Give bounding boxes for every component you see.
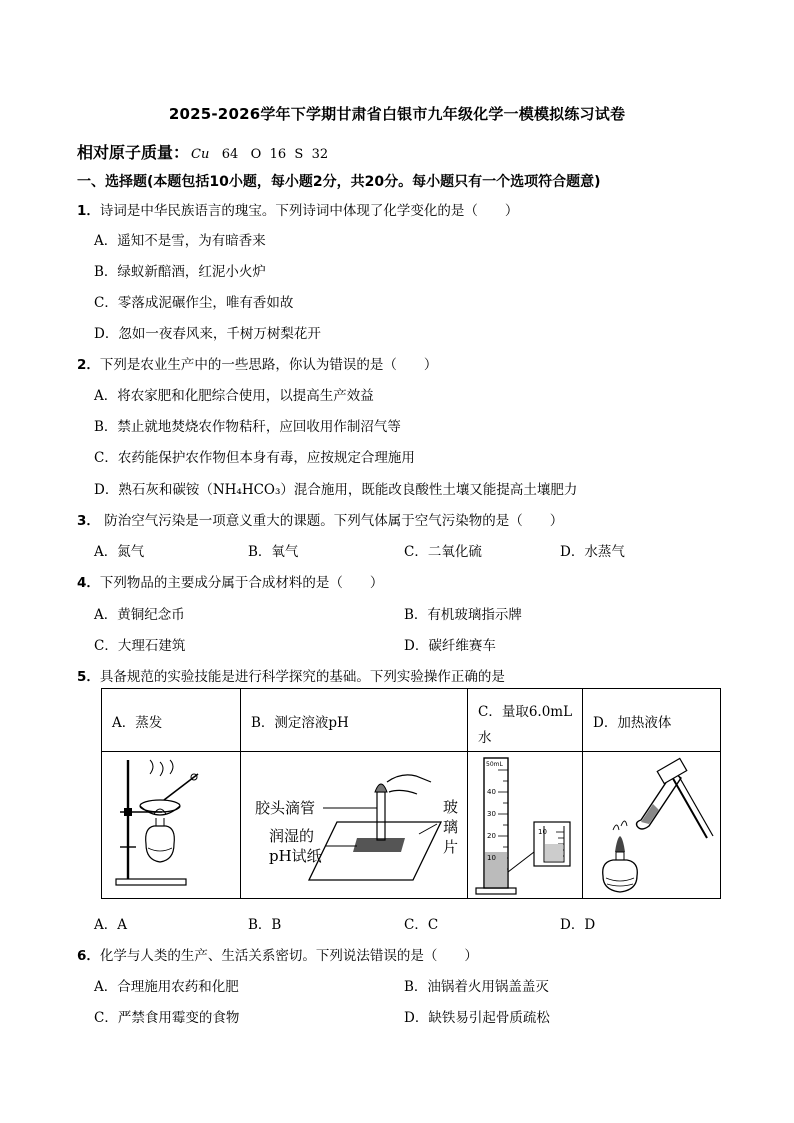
figure-heating <box>583 752 721 899</box>
option-c: C．C <box>404 917 439 933</box>
question-text: 下列是农业生产中的一些思路，你认为错误的是（ ） <box>99 357 438 373</box>
option-a: A．将农家肥和化肥综合使用，以提高生产效益 <box>94 388 374 404</box>
option-a: A．A <box>94 917 127 933</box>
question-2 <box>77 353 437 373</box>
cylinder-figure <box>468 752 582 898</box>
option-b: B．B <box>248 917 282 933</box>
option-c: C．零落成泥碾作尘，唯有香如故 <box>94 295 294 311</box>
cylinder-40-label: 40 <box>487 788 496 796</box>
question-text: 化学与人类的生产、生活关系密切。下列说法错误的是（ ） <box>99 948 478 964</box>
option-a: A．遥知不是雪，为有暗香来 <box>94 233 266 249</box>
evaporation-figure <box>102 752 240 898</box>
glass-label-2: 璃 <box>443 818 459 836</box>
table-header-b: B．测定溶液pH <box>241 689 468 752</box>
option-c: C．农药能保护农作物但本身有毒，应按规定合理施用 <box>94 450 415 466</box>
section-heading: 一、选择题(本题包括10小题，每小题2分，共20分。每小题只有一个选项符合题意) <box>77 174 601 190</box>
glass-label-1: 玻 <box>443 798 459 816</box>
option-d: D．缺铁易引起骨质疏松 <box>404 1010 550 1026</box>
option-d: D．水蒸气 <box>560 544 625 560</box>
option-c: C．大理石建筑 <box>94 638 186 654</box>
cylinder-30-label: 30 <box>487 810 496 818</box>
cylinder-10-label: 10 <box>487 854 496 862</box>
figure-cylinder <box>468 752 583 899</box>
option-d: D．忽如一夜春风来，千树万树梨花开 <box>94 326 321 342</box>
ph-paper-label-2: pH试纸 <box>269 847 322 865</box>
option-d: D．D <box>560 917 596 933</box>
question-number: 6． <box>77 948 100 964</box>
zoom-10-label: 10 <box>538 828 547 836</box>
option-b: B．氧气 <box>248 544 299 560</box>
question-text: 防治空气污染是一项意义重大的课题。下列气体属于空气污染物的是（ ） <box>99 513 564 529</box>
table-header-c: C．量取6.0mL水 <box>468 689 583 752</box>
atomic-mass-values: Cu 64 O 16 S 32 <box>191 147 329 162</box>
dropper-label: 胶头滴管 <box>255 799 316 817</box>
ph-paper-label-1: 润湿的 <box>269 827 315 845</box>
question-text: 诗词是中华民族语言的瑰宝。下列诗词中体现了化学变化的是（ ） <box>99 203 519 219</box>
option-b: B．有机玻璃指示牌 <box>404 607 522 623</box>
question-text: 具备规范的实验技能是进行科学探究的基础。下列实验操作正确的是 <box>99 669 505 685</box>
option-a: A．氮气 <box>94 544 145 560</box>
cylinder-20-label: 20 <box>487 832 496 840</box>
ph-test-figure <box>241 752 467 898</box>
option-c: C．二氧化硫 <box>404 544 482 560</box>
option-c: C．严禁食用霉变的食物 <box>94 1010 240 1026</box>
glass-label-3: 片 <box>443 838 459 856</box>
question-5 <box>77 665 505 685</box>
option-b: B．油锅着火用锅盖盖灭 <box>404 979 549 995</box>
question-1 <box>77 199 518 219</box>
question-number: 5． <box>77 669 100 685</box>
figure-ph-test <box>241 752 468 899</box>
question-6 <box>77 944 478 964</box>
option-d: D．碳纤维赛车 <box>404 638 496 654</box>
option-a: A．合理施用农药和化肥 <box>94 979 239 995</box>
question-number: 1． <box>77 203 100 219</box>
option-b: B．禁止就地焚烧农作物秸秆，应回收用作制沼气等 <box>94 419 401 435</box>
option-b: B．绿蚁新醅酒，红泥小火炉 <box>94 264 266 280</box>
table-header-d: D．加热液体 <box>583 689 721 752</box>
atomic-mass-label: 相对原子质量： <box>77 143 190 162</box>
option-d: D．熟石灰和碳铵（NH₄HCO₃）混合施用，既能改良酸性土壤又能提高土壤肥力 <box>94 482 578 498</box>
experiment-table <box>101 688 721 899</box>
cylinder-50-label: 50mL <box>486 761 503 768</box>
question-number: 4． <box>77 575 100 591</box>
exam-title: 2025-2026学年下学期甘肃省白银市九年级化学一模模拟练习试卷 <box>168 105 626 123</box>
question-number: 2． <box>77 357 100 373</box>
atomic-mass-line <box>77 140 328 163</box>
question-text: 下列物品的主要成分属于合成材料的是（ ） <box>99 575 384 591</box>
question-4 <box>77 571 383 591</box>
question-3 <box>77 509 563 529</box>
heating-figure <box>583 752 720 898</box>
figure-evaporation <box>102 752 241 899</box>
question-number: 3． <box>77 513 100 529</box>
option-a: A．黄铜纪念币 <box>94 607 185 623</box>
table-header-a: A．蒸发 <box>102 689 241 752</box>
